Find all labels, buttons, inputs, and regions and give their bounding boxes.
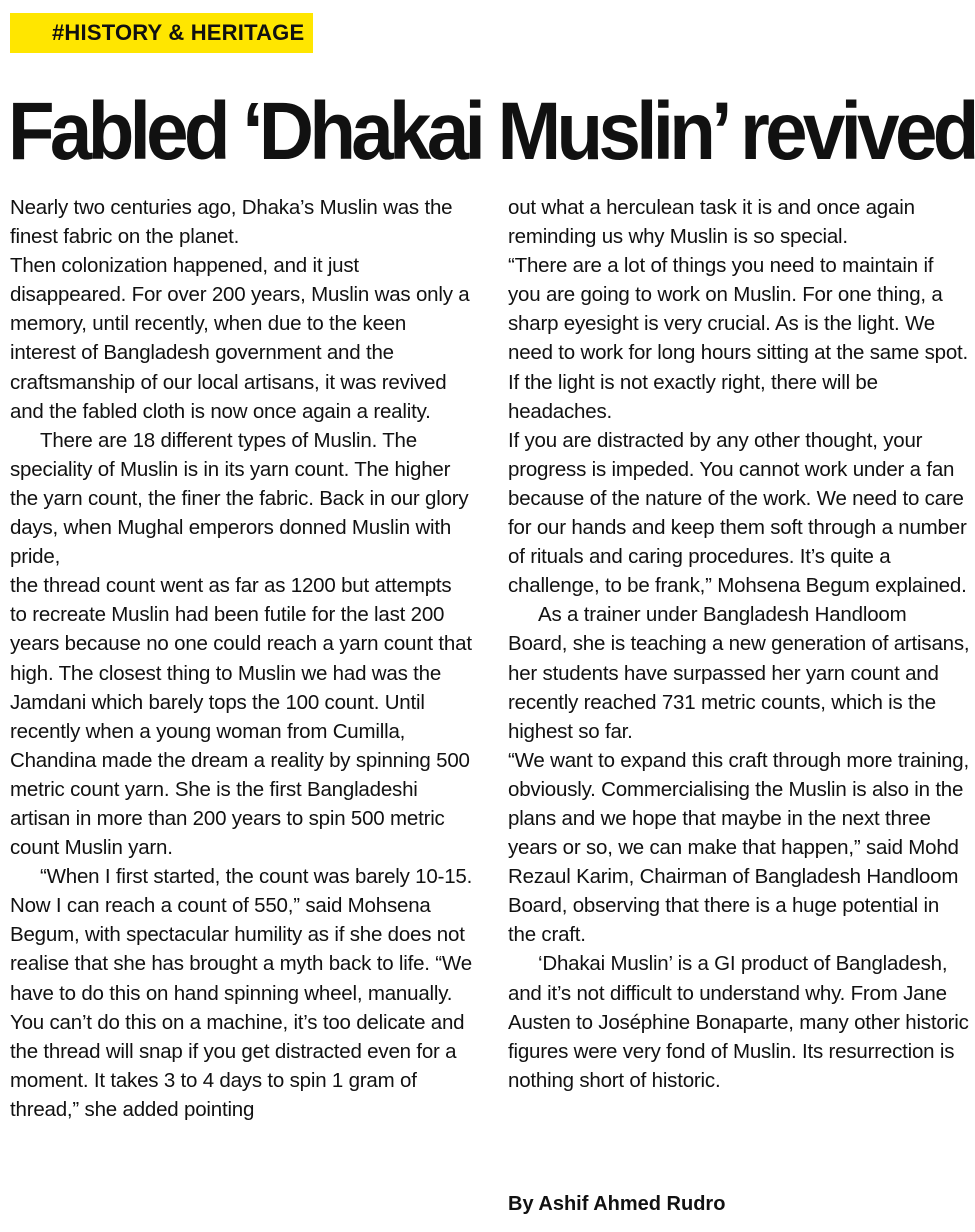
- paragraph: There are 18 different types of Muslin. The speciality of Muslin is in its yarn count. The higher the yarn count, the finer the fabric. Back in our glory days, when Mughal emperors donned Muslin with pride,: [10, 428, 469, 569]
- section-tag: #HISTORY & HERITAGE: [10, 13, 313, 53]
- paragraph: “There are a lot of things you need to maintain if you are going to work on Muslin. For one thing, a sharp eyesight is very crucial. As is the light. We need to work for long hours sitting at the same spot. If the light is not exactly right, there will be headaches.: [508, 254, 969, 423]
- byline: By Ashif Ahmed Rudro: [508, 1193, 726, 1215]
- paragraph: out what a herculean task it is and once again reminding us why Muslin is so special.: [508, 196, 915, 249]
- paragraph: If you are distracted by any other thought, your progress is impeded. You cannot work under a fan because of the nature of the work. We need to care for our hands and keep them soft through a number of rituals and caring procedures. It’s quite a challenge, to be frank,” Mohsena Begum explained.: [508, 428, 967, 598]
- article-column-left: [10, 193, 473, 1124]
- paragraph: “When I first started, the count was barely 10-15. Now I can reach a count of 550,” said Mohsena Begum, with spectacular humility as if she does not realise that she has brought a myth back to life. “We have to do this on hand spinning wheel, manually. You can’t do this on a machine, it’s too delicate and the thread will snap if you get distracted even for a moment. It takes 3 to 4 days to spin 1 gram of thread,” she added pointing: [10, 865, 473, 1121]
- paragraph: Nearly two centuries ago, Dhaka’s Muslin was the finest fabric on the planet.: [10, 196, 453, 249]
- paragraph: “We want to expand this craft through more training, obviously. Commercialising the Muslin is also in the plans and we hope that maybe in the next three years or so, we can make that happen,” said Mohd Rezaul Karim, Chairman of Bangladesh Handloom Board, observing that there is a huge potential in the craft.: [508, 748, 969, 947]
- article-column-right: [508, 193, 970, 1095]
- article-headline: Fabled ‘Dhakai Muslin’ revived: [8, 86, 975, 177]
- paragraph: As a trainer under Bangladesh Handloom Board, she is teaching a new generation of artisans, her students have surpassed her yarn count and recently reached 731 metric counts, which is the highest so far.: [508, 603, 970, 743]
- paragraph: Then colonization happened, and it just disappeared. For over 200 years, Muslin was only a memory, until recently, when due to the keen interest of Bangladesh government and the craftsmanship of our local artisans, it was revived and the fabled cloth is now once again a reality.: [10, 254, 470, 423]
- paragraph: the thread count went as far as 1200 but attempts to recreate Muslin had been futile for the last 200 years because no one could reach a yarn count that high. The closest thing to Muslin we had was the Jamdani which barely tops the 100 count. Until recently when a young woman from Cumilla, Chandina made the dream a reality by spinning 500 metric count yarn. She is the first Bangladeshi artisan in more than 200 years to spin 500 metric count Muslin yarn.: [10, 574, 472, 860]
- paragraph: ‘Dhakai Muslin’ is a GI product of Bangladesh, and it’s not difficult to understand why. From Jane Austen to Joséphine Bonaparte, many other historic figures were very fond of Muslin. Its resurrection is nothing short of historic.: [508, 952, 969, 1092]
